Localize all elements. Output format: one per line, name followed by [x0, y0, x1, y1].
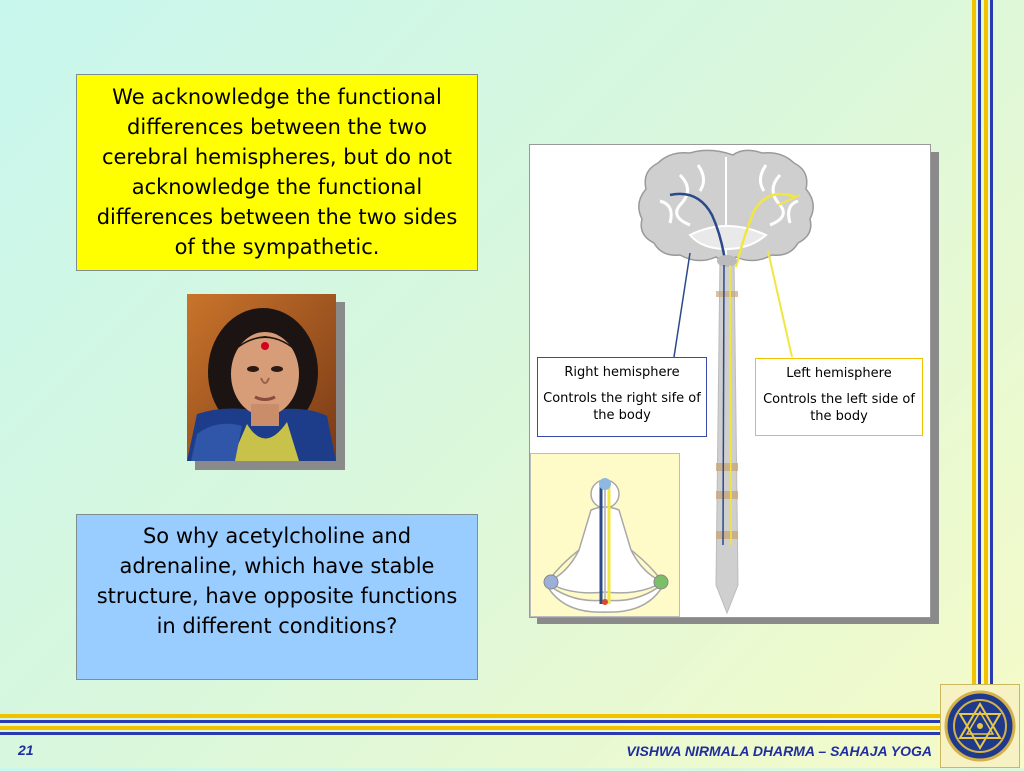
- portrait-illustration: [187, 294, 336, 461]
- border-line-bottom-blue-1: [0, 720, 972, 723]
- sri-yantra-icon: [941, 685, 1019, 767]
- left-hemisphere-desc: Controls the left side of the body: [763, 392, 915, 424]
- statement-text: We acknowledge the functional differences between the two cerebral hemispheres, but do not acknowledge the functional differences between the two sides of the sympathetic.: [96, 85, 458, 259]
- portrait-photo: [187, 294, 336, 461]
- sahaja-yoga-logo: [940, 684, 1020, 768]
- statement-box: [76, 74, 478, 271]
- meditating-figure-illustration: [531, 454, 679, 616]
- meditation-inset: [530, 453, 680, 617]
- border-line-bottom-gold-2: [0, 726, 972, 730]
- diagram-frame: [529, 144, 931, 618]
- border-line-right-blue-1: [978, 0, 981, 768]
- border-line-right-blue-2: [990, 0, 993, 768]
- question-text: So why acetylcholine and adrenaline, which have stable structure, have opposite functions in different conditions?: [96, 524, 458, 638]
- left-hemisphere-title: Left hemisphere: [786, 366, 892, 381]
- right-hemisphere-desc: Controls the right sife of the body: [543, 391, 701, 423]
- border-line-right-gold-2: [984, 0, 988, 768]
- border-line-bottom-blue-2: [0, 732, 972, 735]
- right-hemisphere-title: Right hemisphere: [564, 365, 680, 380]
- question-box: [76, 514, 478, 680]
- footer-title: VISHWA NIRMALA DHARMA – SAHAJA YOGA: [626, 743, 932, 759]
- right-hemisphere-label: [537, 357, 707, 437]
- border-line-right-gold-1: [972, 0, 976, 768]
- slide-number: 21: [18, 742, 34, 758]
- left-hemisphere-label: [755, 358, 923, 436]
- border-line-bottom-gold-1: [0, 714, 972, 718]
